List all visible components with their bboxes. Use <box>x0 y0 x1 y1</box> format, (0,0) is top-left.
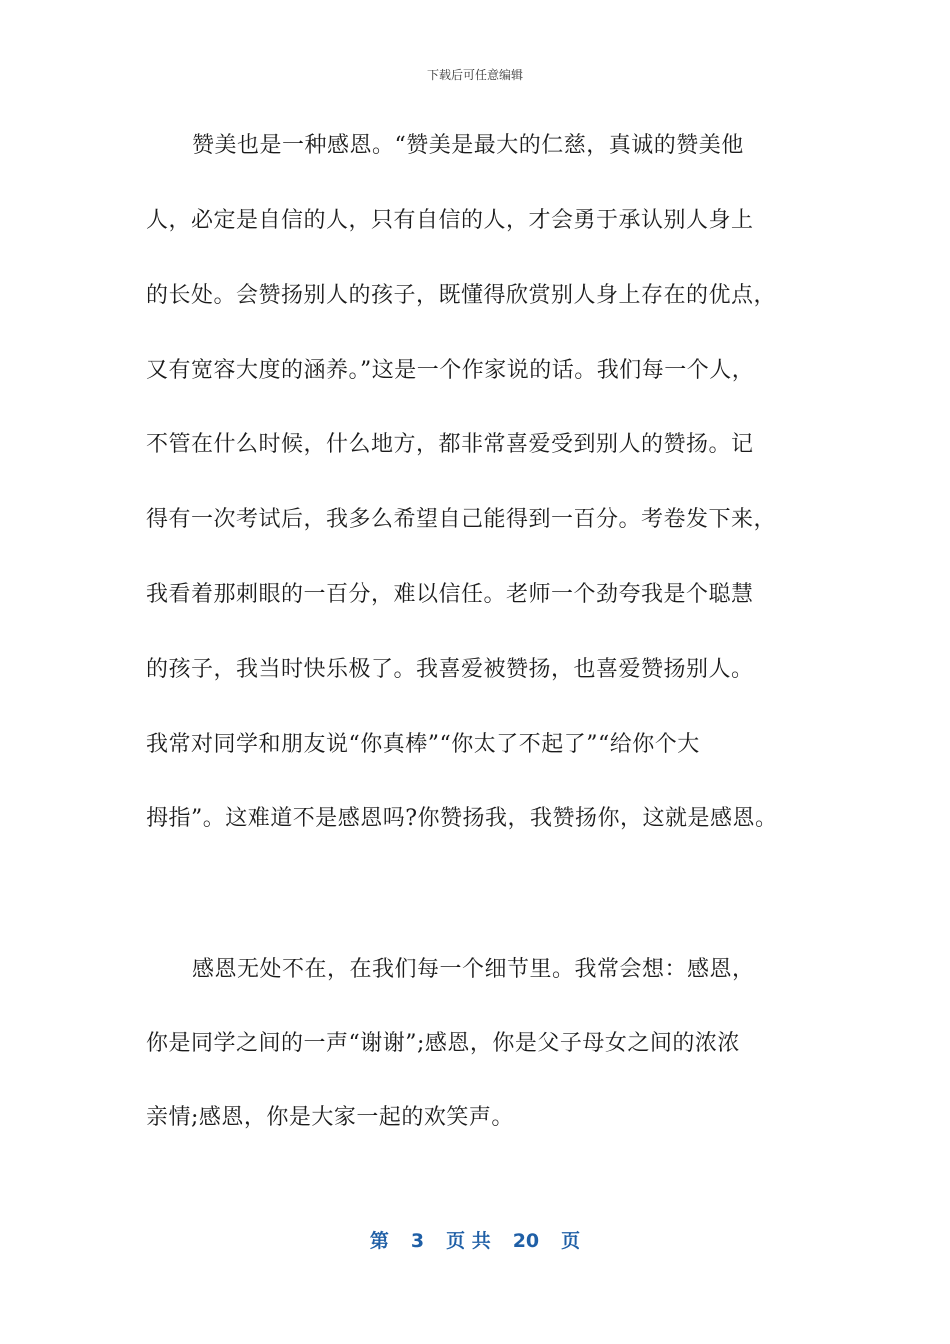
page-header: 下载后可任意编辑 <box>426 68 523 82</box>
footer-suffix: 页 <box>561 1230 581 1252</box>
footer-prefix: 第 <box>369 1230 389 1252</box>
text-line: 的长处。会赞扬别人的孩子，既懂得欣赏别人身上存在的优点， <box>146 283 777 308</box>
page-number-footer <box>0 1226 950 1253</box>
current-page-number: 3 <box>410 1230 425 1252</box>
text-line: 人，必定是自信的人，只有自信的人，才会勇于承认别人身上 <box>146 208 754 233</box>
text-line: 你是同学之间的一声“谢谢”;感恩，你是父子母女之间的浓浓 <box>146 1031 740 1056</box>
footer-middle: 页 共 <box>446 1230 491 1252</box>
text-line: 拇指”。这难道不是感恩吗?你赞扬我，我赞扬你，这就是感恩。 <box>146 806 778 831</box>
text-line: 得有一次考试后，我多么希望自己能得到一百分。考卷发下来， <box>146 507 777 532</box>
text-line: 的孩子，我当时快乐极了。我喜爱被赞扬，也喜爱赞扬别人。 <box>146 657 754 682</box>
text-line: 不管在什么时候，什么地方，都非常喜爱受到别人的赞扬。记 <box>146 432 754 457</box>
text-line: 亲情;感恩，你是大家一起的欢笑声。 <box>146 1105 514 1130</box>
text-line: 感恩无处不在，在我们每一个细节里。我常会想：感恩， <box>192 957 755 982</box>
text-line: 我常对同学和朋友说“你真棒”“你太了不起了”“给你个大 <box>146 732 700 757</box>
text-line: 我看着那刺眼的一百分，难以信任。老师一个劲夸我是个聪慧 <box>146 582 754 607</box>
text-line: 赞美也是一种感恩。“赞美是最大的仁慈，真诚的赞美他 <box>192 133 744 158</box>
total-pages-number: 20 <box>512 1230 540 1252</box>
text-line: 又有宽容大度的涵养。”这是一个作家说的话。我们每一个人， <box>146 358 755 383</box>
